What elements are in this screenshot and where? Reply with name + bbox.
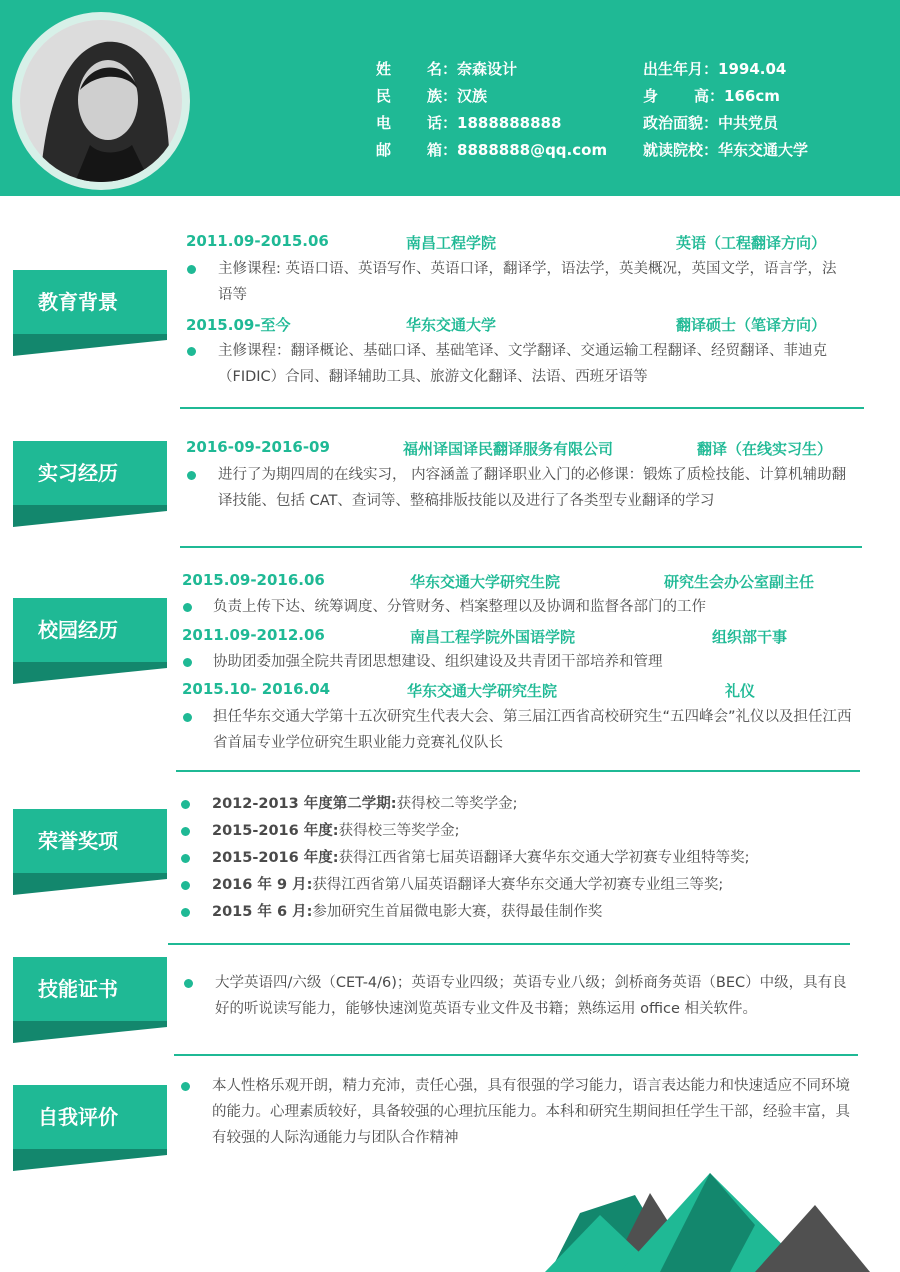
section-title: 实习经历: [38, 461, 118, 485]
bullet-icon: [187, 265, 196, 274]
section-divider: [168, 943, 850, 945]
honor-item: 2015-2016 年度:获得江西省第七届英语翻译大赛华东交通大学初赛专业组特等奖;: [212, 850, 750, 866]
section-title: 校园经历: [38, 618, 118, 642]
honor-item: 2016 年 9 月:获得江西省第八届英语翻译大赛华东交通大学初赛专业组三等奖;: [212, 877, 724, 893]
entry-role: 组织部干事: [712, 628, 788, 646]
entry-text: 主修课程：翻译概论、基础口译、基础笔译、文学翻译、交通运输工程翻译、经贸翻译、菲迪克（FIDIC）合同、翻译辅助工具、旅游文化翻译、法语、西班牙语等: [218, 343, 827, 385]
bullet-icon: [183, 713, 192, 722]
entry-role: 翻译（在线实习生）: [697, 440, 833, 458]
colon: ：: [442, 60, 458, 78]
entry-role: 翻译硕士（笔译方向）: [676, 316, 827, 334]
name-label: 姓 名: [376, 60, 442, 78]
bullet-icon: [183, 603, 192, 612]
entry-org: 华东交通大学研究生院: [410, 573, 561, 591]
self-text: 本人性格乐观开朗，精力充沛，责任心强，具有很强的学习能力，语言表达能力和快速适应不同环境的能力。心理素质较好，具备较强的心理抗压能力。本科和研究生期间担任学生干部，经验丰富，具有较强的人际沟通能力与团队合作精神: [212, 1078, 850, 1146]
email-value: 8888888@qq.com: [457, 141, 608, 159]
entry-org: 南昌工程学院外国语学院: [410, 628, 576, 646]
entry-text: 担任华东交通大学第十五次研究生代表大会、第三届江西省高校研究生“五四峰会”礼仪以及担任江西省首届专业学位研究生职业能力竞赛礼仪队长: [213, 709, 852, 751]
politics-value: 中共党员: [718, 114, 779, 132]
bullet-icon: [181, 908, 190, 917]
section-divider: [174, 1054, 858, 1056]
bullet-icon: [181, 1082, 190, 1091]
bullet-icon: [181, 881, 190, 890]
entry-date: 2016-09-2016-09: [186, 438, 330, 456]
entry-date: 2015.10- 2016.04: [182, 680, 331, 698]
name-value: 奈森设计: [457, 60, 518, 78]
entry-text: 协助团委加强全院共青团思想建设、组织建设及共青团干部培养和管理: [213, 654, 663, 670]
section-title: 教育背景: [38, 290, 118, 314]
height-label: 身 高: [643, 87, 709, 105]
honor-item: 2015-2016 年度:获得校三等奖学金;: [212, 823, 460, 839]
email-label: 邮 箱: [376, 141, 442, 159]
mountains-decoration: [540, 1165, 900, 1272]
profile-height-row: 身 高 ：166cm: [643, 87, 780, 105]
section-title: 技能证书: [38, 977, 118, 1001]
profile-ethnicity-row: 民 族 ：汉族: [376, 87, 488, 105]
section-title: 自我评价: [38, 1105, 118, 1129]
birth-label: 出生年月: [643, 60, 704, 78]
entry-role: 研究生会办公室副主任: [664, 573, 815, 591]
entry-text: 主修课程: 英语口语、英语写作、英语口译，翻译学，语法学，英美概况，英国文学，语言学，法语等: [218, 261, 837, 303]
school-label: 就读院校: [643, 141, 704, 159]
bullet-icon: [181, 800, 190, 809]
bullet-icon: [181, 854, 190, 863]
school-value: 华东交通大学: [718, 141, 809, 159]
entry-role: 礼仪: [725, 682, 756, 700]
height-value: 166cm: [724, 87, 780, 105]
phone-label: 电 话: [376, 114, 442, 132]
entry-org: 华东交通大学研究生院: [407, 682, 558, 700]
entry-org: 南昌工程学院: [406, 234, 497, 252]
entry-date: 2011.09-2015.06: [186, 232, 329, 250]
birth-value: 1994.04: [718, 60, 787, 78]
profile-phone-row: 电 话 ：1888888888: [376, 114, 562, 132]
section-divider: [180, 546, 862, 548]
entry-text: 进行了为期四周的在线实习， 内容涵盖了翻译职业入门的必修课：锻炼了质检技能、计算机辅助翻译技能、包括 CAT、查词等、整稿排版技能以及进行了各类型专业翻译的学习: [218, 467, 847, 509]
section-title: 荣誉奖项: [38, 829, 118, 853]
avatar: [20, 20, 182, 182]
profile-school-row: 就读院校：华东交通大学: [643, 141, 809, 159]
entry-org: 福州译国译民翻译服务有限公司: [403, 440, 614, 458]
phone-value: 1888888888: [457, 114, 562, 132]
profile-name-row: [376, 58, 517, 79]
bullet-icon: [181, 827, 190, 836]
entry-date: 2011.09-2012.06: [182, 626, 325, 644]
entry-org: 华东交通大学: [406, 316, 497, 334]
politics-label: 政治面貌: [643, 114, 704, 132]
profile-email-row: 邮 箱 ：8888888@qq.com: [376, 141, 608, 159]
section-divider: [180, 407, 864, 409]
profile-politics-row: 政治面貌：中共党员: [643, 114, 779, 132]
bullet-icon: [183, 658, 192, 667]
entry-date: 2015.09-2016.06: [182, 571, 325, 589]
profile-birth-row: 出生年月：1994.04: [643, 60, 787, 78]
honor-item: 2012-2013 年度第二学期:获得校二等奖学金;: [212, 796, 518, 812]
bullet-icon: [187, 347, 196, 356]
bullet-icon: [187, 471, 196, 480]
honor-item: 2015 年 6 月:参加研究生首届微电影大赛，获得最佳制作奖: [212, 904, 603, 920]
bullet-icon: [184, 979, 193, 988]
ethnicity-value: 汉族: [457, 87, 488, 105]
entry-text: 负责上传下达、统筹调度、分管财务、档案整理以及协调和监督各部门的工作: [213, 599, 706, 615]
entry-date: 2015.09-至今: [186, 316, 291, 334]
ethnicity-label: 民 族: [376, 87, 442, 105]
section-divider: [176, 770, 860, 772]
skills-text: 大学英语四/六级（CET-4/6)；英语专业四级；英语专业八级；剑桥商务英语（BEC）中级，具有良好的听说读写能力，能够快速浏览英语专业文件及书籍；熟练运用 office 相关软件。: [215, 975, 847, 1017]
entry-role: 英语（工程翻译方向）: [676, 234, 827, 252]
